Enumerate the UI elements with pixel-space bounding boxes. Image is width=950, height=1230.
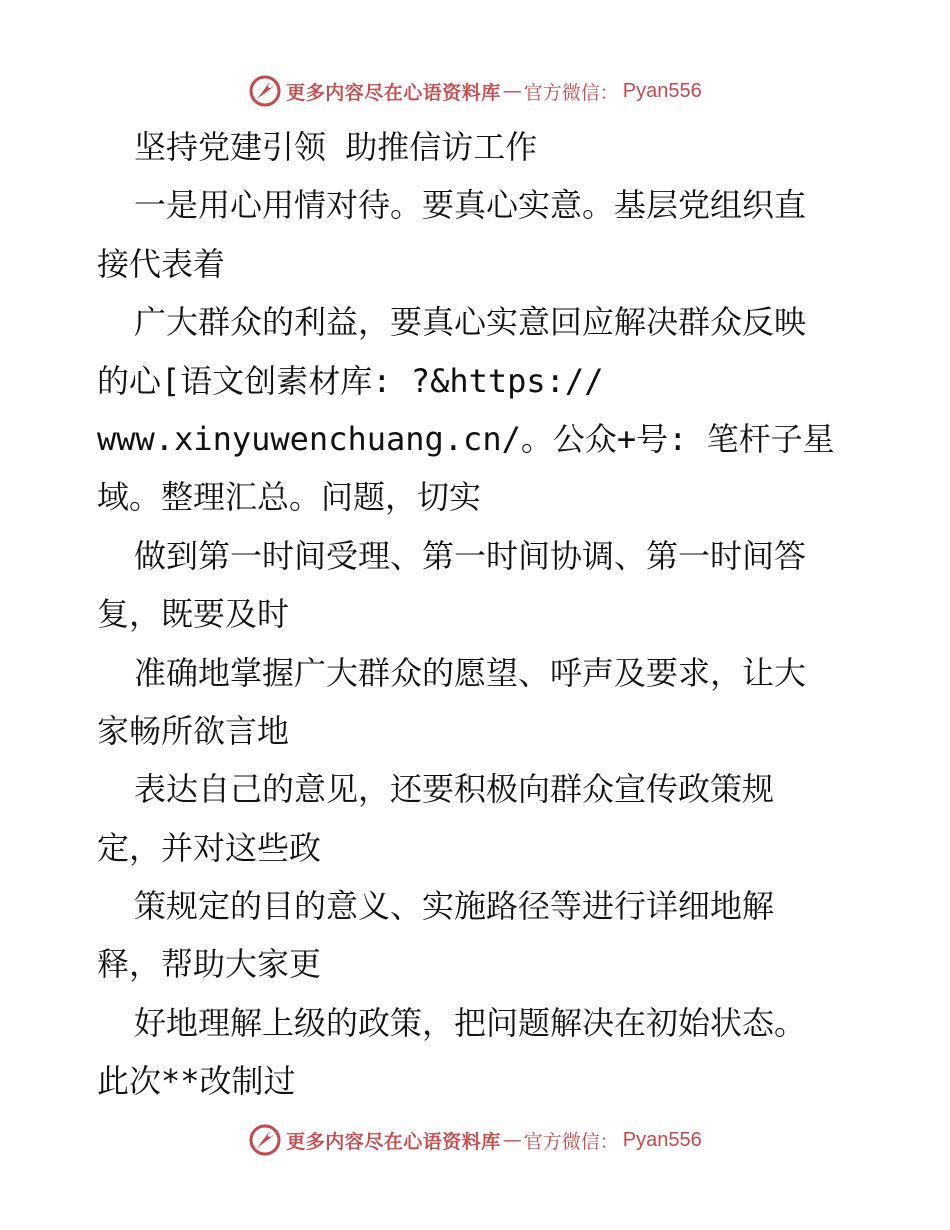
text-line: 此次**改制过 — [97, 1062, 296, 1101]
text-line: 家畅所欲言地 — [97, 711, 290, 750]
banner-wechat-label: 官方微信： — [523, 1130, 619, 1153]
banner-slogan: 更多内容尽在心语资料库 — [286, 1130, 501, 1153]
text-line: 准确地掌握广大群众的愿望、呼声及要求，让大 — [134, 653, 807, 692]
banner-wechat-handle: Pyan556 — [622, 1128, 702, 1151]
text-line: 接代表着 — [97, 244, 226, 283]
text-line: www.xinyuwenchuang.cn/。公众+号: 笔杆子星 — [97, 419, 835, 458]
text-line: 表达自己的意见，还要积极向群众宣传政策规 — [134, 770, 775, 809]
text-line: 一是用心用情对待。要真心实意。基层党组织直 — [134, 186, 807, 225]
banner-dash: — — [502, 1129, 522, 1151]
text-line: 复，既要及时 — [97, 595, 290, 634]
text-line: 坚持党建引领 助推信访工作 — [134, 128, 538, 166]
banner-wechat-label: 官方微信： — [523, 81, 619, 104]
text-line: 策规定的目的意义、实施路径等进行详细地解 — [134, 887, 775, 926]
text-line: 广大群众的利益，要真心实意回应解决群众反映 — [134, 303, 807, 342]
banner-wechat-handle: Pyan556 — [622, 79, 702, 102]
banner-slogan: 更多内容尽在心语资料库 — [286, 81, 501, 104]
text-line: 定，并对这些政 — [97, 828, 322, 867]
text-line: 释，帮助大家更 — [97, 945, 322, 984]
footer-banner — [0, 1118, 950, 1162]
pen-nib-circle-icon — [248, 1123, 282, 1157]
banner-dash: — — [502, 80, 522, 102]
text-line: 做到第一时间受理、第一时间协调、第一时间答 — [134, 536, 807, 575]
header-banner — [0, 69, 950, 113]
pen-nib-circle-icon — [248, 74, 282, 108]
text-line: 的心[语文创素材库: ?&https:// — [97, 361, 604, 400]
text-line: 域。整理汇总。问题，切实 — [97, 478, 482, 517]
document-body — [97, 118, 867, 1111]
text-line: 好地理解上级的政策，把问题解决在初始状态。 — [134, 1003, 807, 1042]
